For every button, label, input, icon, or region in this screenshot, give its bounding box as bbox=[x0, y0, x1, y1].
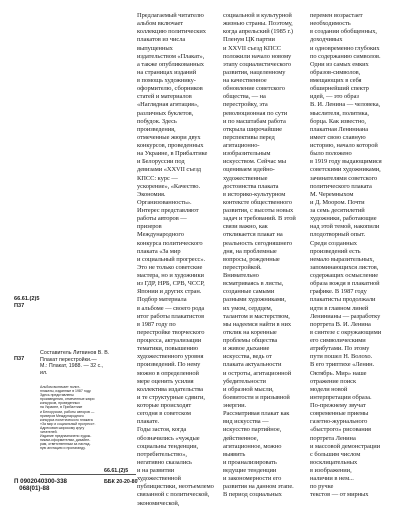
bbk-index: ББК 20-20-80 bbox=[104, 479, 138, 485]
publication-code: П 0902040300-338 068(01)-88 bbox=[14, 478, 67, 492]
annotation-text: Альбом включает полит- плакаты, изданные в 1987 году. Здесь представлены произведения, отмеченные жюри конкурсов, проведенных на Украине, в Прибалтике и Белоруссии, работы авторов — призеров Международного конкурса политического плаката «За мир и социальный прогресс». Адресован широкому кругу читателей. Издание предназначено худож- никам-оформителям, дизайне- рам, ответственным за нагляд- ную агитацию и пропаганду. bbox=[40, 385, 96, 451]
author-mark: П37 bbox=[14, 356, 25, 362]
udc-index: 66.61.(2)5 П37 bbox=[14, 296, 40, 309]
divider bbox=[40, 474, 136, 475]
bibliographic-record: Составитель Литвинов В. В. Плакат перестройки.— М.: Плакат, 1988. — 32 с., ил. bbox=[40, 350, 110, 376]
udc-index-bottom: 66.61.(2)5 bbox=[104, 468, 129, 474]
text-column-3: перемен возрастает необходимость в создании обобщенных, доходчивых и одновременно глубоких по содержанию символов. Одни из самых емких образов-символов, вмещающих в себя обширнейший спектр идей, — это образ В. И. Ленина — человека, мыслителя, политика, борца. Как известно, плакатная Лениниана имеет свою славную историю, начало которой было положено в 1919 году выдающимися советскими художниками, зачинателями советского политического плаката М. Черемныхом и Д. Моором. Почти за семь десятилетий художники, работающие над этой темой, накопили плодотворный опыт. Среди созданных произведений есть немало выразительных, запоминающихся листов, содержащих осмысление образа вождя в плакатной графике. В 1987 году плакатисты продолжали идти в главном линей Ленинианы — разработку портрета В. И. Ленина в синтезе с окружающими его символическими атрибутами. По этому пути пошел Н. Волохо. В его триптихе «Ленин. Октябрь. Мир» наше отражение поиск модели новой интерпретации образа. По-прежнему звучат современные приемы газетно-журнального «быстрого» рисования портрета Ленина и массовой демонстрации с большим числом восклицательных в изображении, наличии в нем... по ручке текстов — от мирных bbox=[310, 12, 382, 499]
text-column-2: социальной и культурной жизнью страны. Поэтому, когда апрельский (1985 г.) Пленум ЦК партии и XXVII съезд КПСС положили начало новому этапу социалистического развития, нацеленному на качественное обновление советского общества, — на перестройку, эта революционная по сути и по масштабам работа открыла широчайшие перспективы перед агитационно- изобразительным искусством. Сейчас мы оцениваем идейно- художественные достоинства плаката в историко-культурном контексте общественного развития, с высоты новых задач и требований. В этой связи важно, как откликается плакат на реальность сегодняшнего дня, на проблемные вопросы, рожденные перестройкой. Внимательно всматриваясь в листы, созданные самыми разными художниками, их умом, сердцем, талантом и мастерством, мы надеемся найти в них отклик на коренные проблемы общества и живое дыхание искусства, ведь от плаката актуальности и остроты, агитационной убедительности и образной мысли, боевитости и призывной энергии. Рассматривая плакат как вид искусства — искусство партийное, действенное, агитационное, можно выявить и проанализировать ведущие тенденции и закономерности его развития на данном этапе. В период социальных bbox=[223, 12, 296, 499]
text-column-1: Предлагаемый читателю альбом включает коллекцию политических плакатов из числа выпущенных издательством «Плакат», а также опубликованных на страницах изданий в помощь художнику- оформителю, сборников статей и материалов «Наглядная агитация», различных буклетов, побудок. Здесь произведения, отмеченные жюри двух конкурсов, проведенных на Украине, в Прибалтике и Белоруссии под девизами «XXVII съезд КПСС: курс — ускорение», «Качество. Экономия. Организованность». Интерес представляют работы авторов — призеров Международного конкурса политического плаката «За мир и социальный прогресс». Это не только советские мастера, но и художники из ГДР, НРБ, СРВ, ЧССР, Японии и других стран. Подбор материала в альбоме — своего рода итог работы плакатистов в 1987 году по перестройке творческого процесса, актуализации тематики, повышению художественного уровня произведений. По нему можно в определенной мере оценить усилия коллектива издательства и те структурные сдвиги, которые происходят сегодня в советском плакате. Годы застоя, когда обозначились «чуждые социальны тенденции, потребительство», негативно сказались и на развитии художественной публицистики, неотъемлемо связанной с политической, экономической, bbox=[137, 12, 214, 507]
